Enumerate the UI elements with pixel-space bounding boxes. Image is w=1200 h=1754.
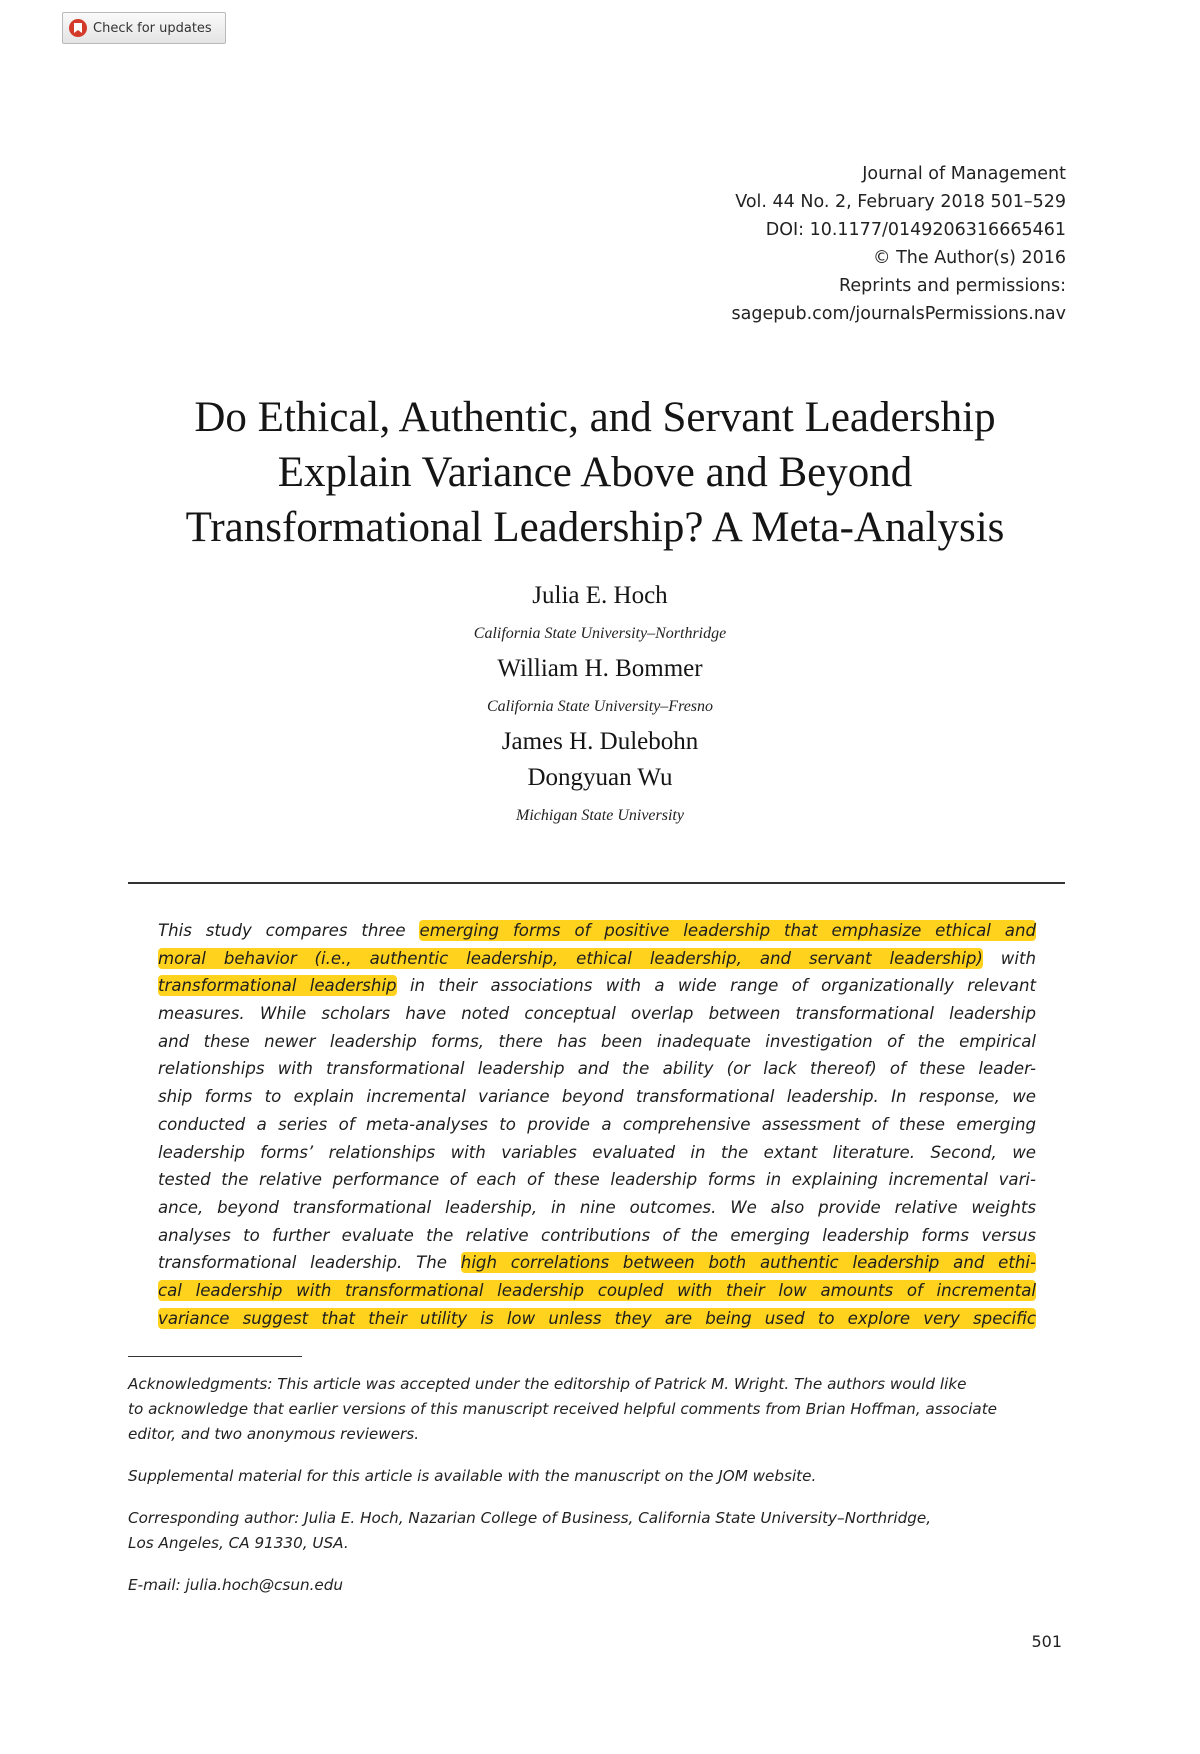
abstract-line — [158, 1277, 1036, 1305]
journal-doi[interactable]: DOI: 10.1177/0149206316665461 — [765, 220, 1066, 240]
author-block — [0, 763, 1200, 793]
journal-reprints: Reprints and permissions: — [838, 276, 1066, 296]
abstract-line — [158, 945, 1036, 973]
author-name: Julia E. Hoch — [532, 582, 668, 609]
author-block — [0, 727, 1200, 757]
highlighted-text: emerging forms of positive leadership that emphasize ethical and — [419, 921, 1036, 940]
author-affiliation: Michigan State University — [516, 807, 684, 824]
abstract-line — [158, 972, 1036, 1000]
abstract-text: This study compares three — [158, 921, 420, 940]
footnote-divider — [128, 1356, 302, 1357]
abstract-line — [158, 1083, 1036, 1111]
highlighted-text: moral behavior (i.e., authentic leadership, ethical leadership, and servant leadership) — [158, 948, 983, 968]
abstract-text: conducted a series of meta-analyses to provide a comprehensive assessment of these emerging — [158, 1114, 1036, 1134]
author-affiliation: California State University–Fresno — [486, 698, 714, 715]
email-note — [128, 1573, 1068, 1598]
abstract-text: leadership forms’ relationships with variables evaluated in the extant literature. Second, we — [158, 1142, 1036, 1162]
highlighted-text: transformational leadership — [158, 976, 397, 996]
email-link[interactable]: E-mail: julia.hoch@csun.edu — [128, 1576, 344, 1594]
title-line: Explain Variance Above and Beyond — [277, 449, 913, 496]
page-number: 501 — [1031, 1632, 1062, 1651]
author-affiliation-block — [0, 625, 1200, 643]
supplemental-note — [128, 1464, 1068, 1489]
abstract-text: in their associations with a wide range of organizationally relevant — [396, 976, 1036, 996]
abstract-line — [158, 1305, 1036, 1333]
author-affiliation-block — [0, 807, 1200, 825]
corresponding-author — [128, 1506, 1068, 1556]
crossmark-icon — [69, 19, 87, 37]
author-name: William H. Bommer — [497, 655, 703, 682]
note-line: Los Angeles, CA 91330, USA. — [128, 1534, 349, 1552]
note-line: to acknowledge that earlier versions of this manuscript received helpful comments from Brian Hoffman, associate — [128, 1400, 998, 1418]
abstract-text: analyses to further evaluate the relative contributions of the emerging leadership forms versus — [158, 1225, 1036, 1245]
journal-copyright: © The Author(s) 2016 — [873, 248, 1066, 268]
author-affiliation: California State University–Northridge — [473, 625, 727, 642]
abstract-text: tested the relative performance of each of these leadership forms in explaining incremental vari- — [158, 1170, 1036, 1190]
abstract-line — [158, 1166, 1036, 1194]
abstract-text: transformational leadership. The — [158, 1253, 461, 1273]
abstract-text: measures. While scholars have noted conceptual overlap between transformational leadership — [158, 1004, 1036, 1024]
author-name: Dongyuan Wu — [527, 764, 673, 791]
abstract-text: relationships with transformational leadership and the ability (or lack thereof) of these leader- — [158, 1059, 1036, 1079]
abstract-line — [158, 1000, 1036, 1028]
abstract-line — [158, 1028, 1036, 1056]
abstract-line — [158, 1111, 1036, 1139]
abstract-text: and these newer leadership forms, there has been inadequate investigation of the empirical — [158, 1031, 1036, 1051]
abstract-text: with — [982, 948, 1036, 968]
article-title — [120, 390, 1070, 555]
journal-permissions-link[interactable]: sagepub.com/journalsPermissions.nav — [731, 304, 1066, 324]
check-for-updates-button[interactable] — [62, 12, 226, 44]
divider — [128, 882, 1065, 884]
acknowledgments — [128, 1372, 1068, 1447]
abstract-line — [158, 1222, 1036, 1250]
highlighted-text: variance suggest that their utility is low unless they are being used to explore very specific — [158, 1308, 1036, 1328]
author-block — [0, 581, 1200, 611]
highlighted-text: cal leadership with transformational leadership coupled with their low amounts of incremental — [158, 1280, 1036, 1300]
abstract — [158, 917, 1036, 1332]
abstract-line — [158, 1055, 1036, 1083]
abstract-text: ance, beyond transformational leadership, in nine outcomes. We also provide relative weights — [158, 1197, 1036, 1217]
note-line: Supplemental material for this article is available with the manuscript on the JOM website. — [128, 1467, 817, 1485]
abstract-line — [158, 1194, 1036, 1222]
journal-meta — [566, 160, 1066, 328]
footnotes — [128, 1372, 1068, 1615]
author-block — [0, 654, 1200, 684]
abstract-line — [158, 1139, 1036, 1167]
highlighted-text: high correlations between both authentic leadership and ethi- — [460, 1253, 1036, 1273]
note-line: editor, and two anonymous reviewers. — [128, 1425, 420, 1443]
note-line: Corresponding author: Julia E. Hoch, Nazarian College of Business, California State University–Northridge, — [128, 1509, 932, 1527]
title-line: Do Ethical, Authentic, and Servant Leadership — [194, 394, 996, 441]
journal-volume: Vol. 44 No. 2, February 2018 501–529 — [735, 192, 1066, 212]
check-for-updates-label: Check for updates — [93, 20, 212, 36]
abstract-line — [158, 1249, 1036, 1277]
abstract-text: ship forms to explain incremental variance beyond transformational leadership. In response, we — [158, 1087, 1036, 1107]
journal-name: Journal of Management — [862, 164, 1066, 184]
title-line: Transformational Leadership? A Meta-Analysis — [185, 504, 1005, 551]
author-name: James H. Dulebohn — [501, 728, 699, 755]
abstract-line — [158, 917, 1036, 945]
author-affiliation-block — [0, 698, 1200, 716]
note-line: Acknowledgments: This article was accepted under the editorship of Patrick M. Wright. The authors would like — [128, 1375, 967, 1393]
